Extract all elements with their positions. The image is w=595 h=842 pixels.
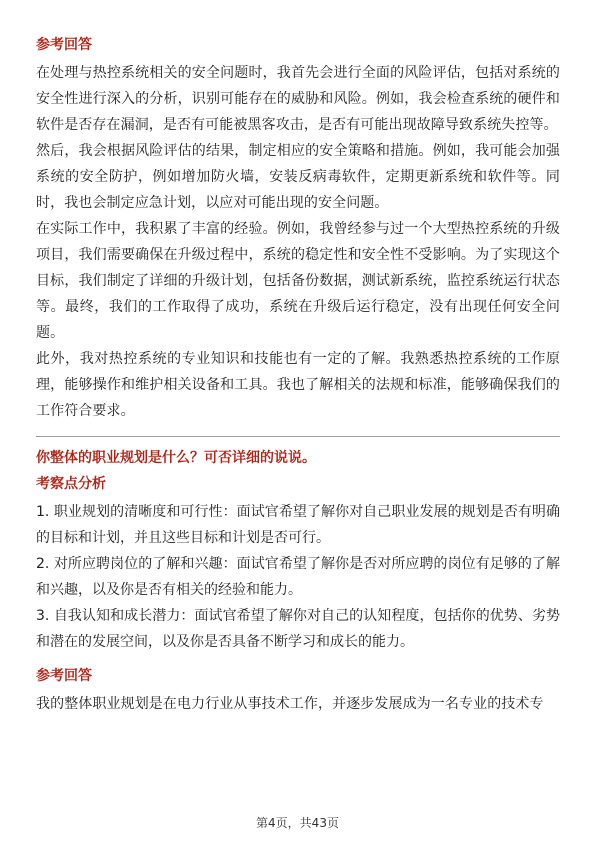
answer-paragraph: 然后，我会根据风险评估的结果，制定相应的安全策略和措施。例如，我可能会加强系统的安全防护，例如增加防火墙，安装反病毒软件，定期更新系统和软件等。同时，我也会制定应急计划，以应对可能出现的安全问题。 xyxy=(36,143,560,211)
analysis-item: 3. 自我认知和成长潜力：面试官希望了解你对自己的认知程度，包括你的优势、劣势和潜在的发展空间，以及你是否具备不断学习和成长的能力。 xyxy=(36,608,560,650)
analysis-item: 1. 职业规划的清晰度和可行性：面试官希望了解你对自己职业发展的规划是否有明确的目标和计划，并且这些目标和计划是否可行。 xyxy=(36,504,560,546)
section-divider xyxy=(36,436,560,437)
document-page xyxy=(36,34,560,717)
answer-paragraph: 我的整体职业规划是在电力行业从事技术工作，并逐步发展成为一名专业的技术专 xyxy=(36,696,544,712)
analysis-heading: 考察点分析 xyxy=(36,476,106,492)
answer-paragraph: 在实际工作中，我积累了丰富的经验。例如，我曾经参与过一个大型热控系统的升级项目，我们需要确保在升级过程中，系统的稳定性和安全性不受影响。为了实现这个目标，我们制定了详细的升级计划，包括备份数据，测试新系统，监控系统运行状态等。最终，我们的工作取得了成功，系统在升级后运行稳定，没有出现任何安全问题。 xyxy=(36,221,560,341)
answer-paragraph: 此外，我对热控系统的专业知识和技能也有一定的了解。我熟悉热控系统的工作原理，能够操作和维护相关设备和工具。我也了解相关的法规和标准，能够确保我们的工作符合要求。 xyxy=(36,351,560,419)
answer-heading: 参考回答 xyxy=(36,668,92,684)
answer-heading: 参考回答 xyxy=(36,37,92,53)
analysis-item: 2. 对所应聘岗位的了解和兴趣：面试官希望了解你是否对所应聘的岗位有足够的了解和兴趣，以及你是否有相关的经验和能力。 xyxy=(36,556,560,598)
question-title: 你整体的职业规划是什么？可否详细的说说。 xyxy=(36,450,316,466)
page-number: 第4页，共43页 xyxy=(256,816,339,830)
answer-paragraph: 在处理与热控系统相关的安全问题时，我首先会进行全面的风险评估，包括对系统的安全性进行深入的分析，识别可能存在的威胁和风险。例如，我会检查系统的硬件和软件是否存在漏洞，是否有可能被黑客攻击，是否有可能出现故障导致系统失控等。 xyxy=(36,65,560,133)
